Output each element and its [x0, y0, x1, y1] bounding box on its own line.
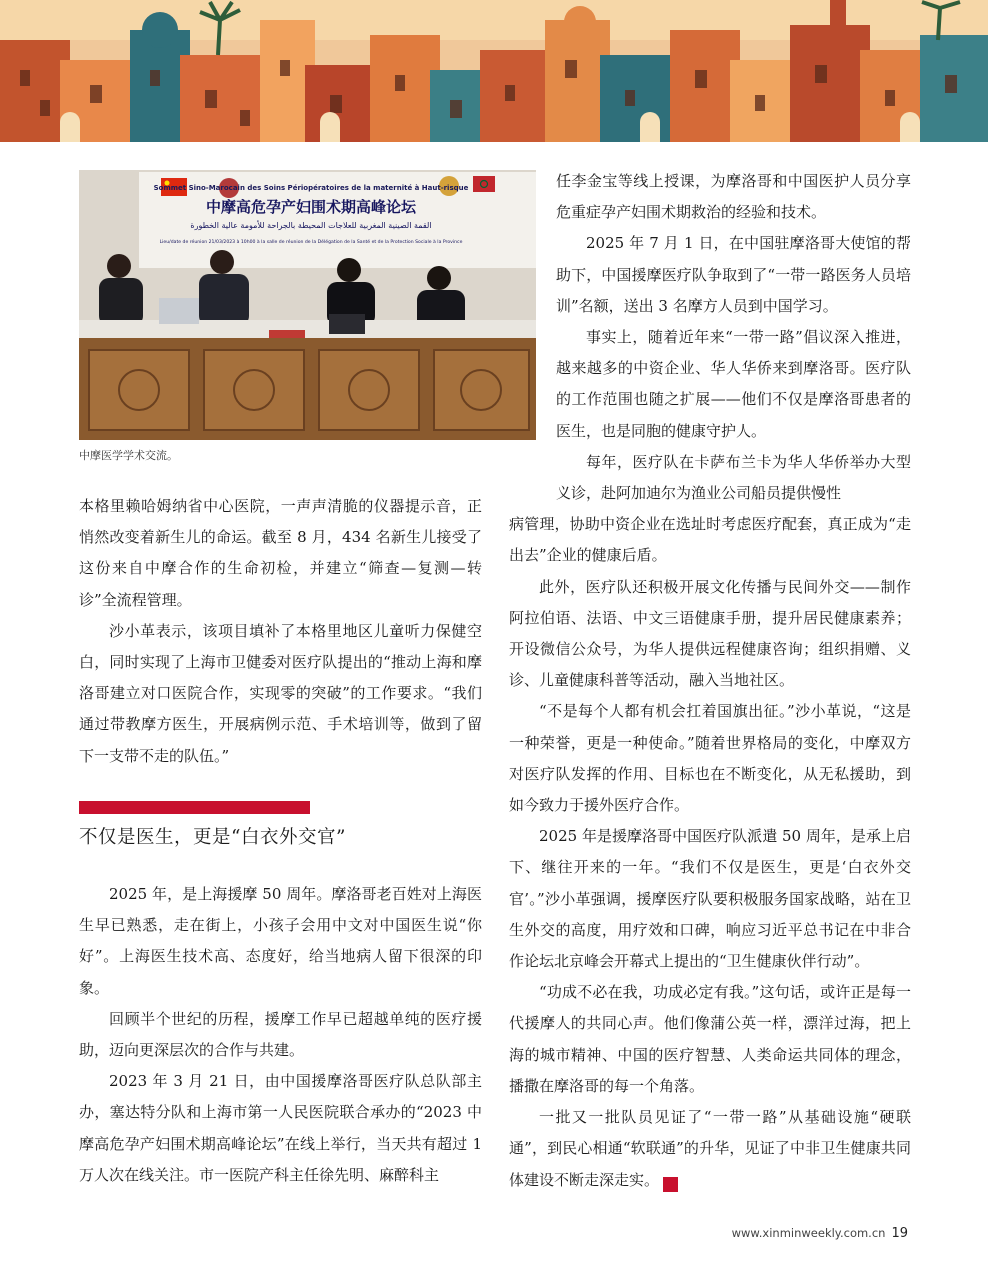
left-column-top: [79, 491, 482, 772]
paragraph: 2025 年，是上海援摩 50 周年。摩洛哥老百姓对上海医生早已熟悉，走在街上，小孩子会用中文对中国医生说“你好”。上海医生技术高、态度好，给当地病人留下很深的印象。: [79, 885, 482, 997]
photo-caption: 中摩医学学术交流。: [79, 449, 178, 462]
section-title: 不仅是医生，更是“白衣外交官”: [79, 827, 346, 848]
paragraph: 任李金宝等线上授课，为摩洛哥和中国医护人员分享危重症孕产妇围术期救治的经验和技术。: [556, 172, 911, 222]
flag-morocco: [473, 176, 495, 192]
svg-text:Sommet Sino-Marocain des Soins: [154, 184, 469, 192]
photo-banner-date: Lieu/date de réunion 21/03/2023 à 10h00 à la salle de réunion de la Délégation de la Santé et de la Protection Sociale à la Province: [159, 240, 463, 245]
paragraph: 2025 年 7 月 1 日，在中国驻摩洛哥大使馆的帮助下，中国援摩医疗队争取到了“一带一路医务人员培训”名额，送出 3 名摩方人员到中国学习。: [556, 234, 911, 315]
paragraph: “不是每个人都有机会扛着国旗出征。”沙小革说，“这是一种荣誉，更是一种使命。”随着世界格局的变化，中摩双方对医疗队发挥的作用、目标也在不断变化，从无私援助，到如今致力于援外医疗合作。: [509, 702, 911, 815]
paragraph: 2023 年 3 月 21 日，由中国援摩洛哥医疗队总队部主办，塞达特分队和上海市第一人民医院联合承办的“2023 中摩高危孕产妇围术期高峰论坛”在线上举行，当天共有超过 1 万人次在线关注。市一医院产科主任徐先明、麻醉科主: [79, 1072, 482, 1184]
section-bar: [79, 801, 310, 814]
paragraph: 此外，医疗队还积极开展文化传播与民间外交——制作阿拉伯语、法语、中文三语健康手册，提升居民健康素养；开设微信公众号，为华人提供远程健康咨询；组织捐赠、义诊、儿童健康科普等活动，融入当地社区。: [509, 577, 911, 690]
paragraph: “功成不必在我，功成必定有我。”这句话，或许正是每一代援摩人的共同心声。他们像蒲公英一样，漂洋过海，把上海的城市精神、中国的医疗智慧、人类命运共同体的理念，播撒在摩洛哥的每一个角落。: [509, 983, 911, 1095]
header-illustration: [0, 0, 988, 142]
photo-banner-zh: 中摩高危孕产妇围术期高峰论坛: [205, 198, 417, 216]
page-number: 19: [891, 1226, 908, 1241]
city-illustration: [0, 0, 988, 142]
page-footer: [732, 1226, 908, 1241]
last-paragraph-text: 一批又一批队员见证了“一带一路”从基础设施“硬联通”，到民心相通“软联通”的升华，见证了中非卫生健康共同体建设不断走深走实。: [509, 1108, 911, 1189]
left-column-bottom: [79, 879, 482, 1191]
paragraph: 2025 年是援摩洛哥中国医疗队派遣 50 周年，是承上启下、继往开来的一年。“我们不仅是医生，更是‘白衣外交官’。”沙小革强调，援摩医疗队要积极服务国家战略，站在卫生外交的高度，用疗效和口碑，响应习近平总书记在中非合作论坛北京峰会开幕式上提出的“卫生健康伙伴行动”。: [509, 827, 911, 971]
photo-banner-fr: Sommet Sino-Marocain des Soins Périopératoires de la maternité à Haut-risque: [153, 184, 469, 192]
footer-url: www.xinminweekly.com.cn: [731, 1226, 886, 1240]
paragraph: 每年，医疗队在卡萨布兰卡为华人华侨举办大型义诊，赴阿加迪尔为渔业公司船员提供慢性: [556, 452, 911, 503]
conference-photo: [79, 170, 536, 440]
paragraph: 病管理，协助中资企业在选址时考虑医疗配套，真正成为“走出去”企业的健康后盾。: [509, 515, 911, 565]
paragraph-last: [509, 1102, 911, 1196]
paragraph: 事实上，随着近年来“一带一路”倡议深入推进，越来越多的中资企业、华人华侨来到摩洛哥。医疗队的工作范围也随之扩展——他们不仅是摩洛哥患者的医生，也是同胞的健康守护人。: [556, 328, 911, 440]
photo-banner-ar: القمة الصينية المغربية للعلاجات المحيطة بالجراحة للأمومة عالية الخطورة: [190, 221, 432, 230]
paragraph: 本格里赖哈姆纳省中心医院，一声声清脆的仪器提示音，正悄然改变着新生儿的命运。截至 8 月，434 名新生儿接受了这份来自中摩合作的生命初检，并建立“筛查—复测—转诊”全流程管理。: [79, 497, 482, 609]
paragraph: 沙小革表示，该项目填补了本格里地区儿童听力保健空白，同时实现了上海市卫健委对医疗队提出的“推动上海和摩洛哥建立对口医院合作，实现零的突破”的工作要求。“我们通过带教摩方医生，开展病例示范、手术培训等，做到了留下一支带不走的队伍。”: [79, 621, 482, 765]
svg-text:Lieu/date de réunion 21/03/202: [160, 238, 463, 245]
svg-text:القمة الصينية المغربية للعلاجا: [190, 220, 431, 230]
right-column: [509, 166, 911, 1196]
paragraph: 回顾半个世纪的历程，援摩工作早已超越单纯的医疗援助，迈向更深层次的合作与共建。: [79, 1009, 482, 1060]
svg-text:中摩高危孕产妇围术期高峰论坛: [206, 198, 417, 216]
end-mark-icon: 民: [663, 1177, 678, 1192]
